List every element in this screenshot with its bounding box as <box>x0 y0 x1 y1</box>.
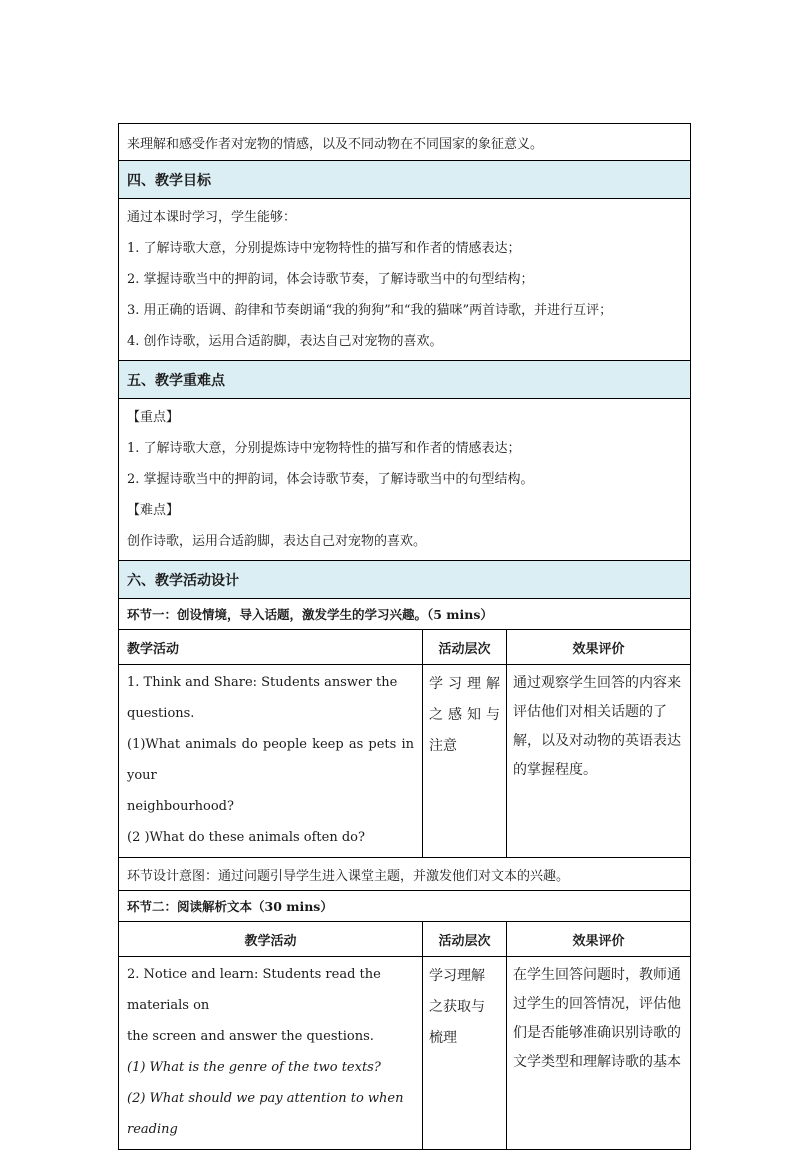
evaluation-text: 通过观察学生回答的内容来评估他们对相关话题的了解，以及对动物的英语表达的掌握程度。 <box>507 665 691 858</box>
header-level: 活动层次 <box>423 922 507 957</box>
section-title-key-points: 五、教学重难点 <box>119 361 691 399</box>
objective-item: 4. 创作诗歌，运用合适韵脚，表达自己对宠物的喜欢。 <box>127 334 443 349</box>
intro-row <box>119 124 691 161</box>
objective-item: 3. 用正确的语调、韵律和节奏朗诵“我的狗狗”和“我的猫咪”两首诗歌，并进行互评； <box>127 303 613 318</box>
objective-intro: 通过本课时学习，学生能够： <box>127 210 297 225</box>
link1-title: 环节一：创设情境，导入话题，激发学生的学习兴趣。（5 mins） <box>119 599 691 630</box>
objectives-row <box>119 199 691 361</box>
key-point-item: 1. 了解诗歌大意，分别提炼诗中宠物特性的描写和作者的情感表达； <box>127 441 521 456</box>
objective-item: 2. 掌握诗歌当中的押韵词，体会诗歌节奏，了解诗歌当中的句型结构； <box>127 272 534 287</box>
activity-question: (2) What should we pay attention to when reading <box>127 1091 404 1137</box>
header-activity: 教学活动 <box>119 630 423 665</box>
activity-line: neighbourhood? <box>127 799 234 814</box>
activity-line: 2. Notice and learn: Students read the materials on <box>127 967 381 1013</box>
level-line: 学习理解 <box>429 968 485 984</box>
level-line: 学习理解 <box>429 676 500 692</box>
activity-line: (1)What animals do people keep as pets in your <box>127 737 414 783</box>
evaluation-text: 在学生回答问题时，教师通过学生的回答情况，评估他们是否能够准确识别诗歌的文学类型和理解诗歌的基本 <box>507 957 691 1150</box>
header-evaluation: 效果评价 <box>507 630 691 665</box>
activity-line: (2 )What do these animals often do? <box>127 830 365 845</box>
link1-design-intent: 环节设计意图：通过问题引导学生进入课堂主题，并激发他们对文本的兴趣。 <box>119 858 691 891</box>
link1-activity-row <box>119 665 691 858</box>
header-activity: 教学活动 <box>119 922 423 957</box>
activity-question: (1) What is the genre of the two texts? <box>127 1060 381 1075</box>
lesson-plan-page <box>118 123 690 1150</box>
header-evaluation: 效果评价 <box>507 922 691 957</box>
link2-header-row <box>119 922 691 957</box>
difficulty-label: 【难点】 <box>127 503 180 518</box>
level-line: 之感知与 <box>429 707 500 723</box>
key-point-item: 2. 掌握诗歌当中的押韵词，体会诗歌节奏，了解诗歌当中的句型结构。 <box>127 472 534 487</box>
link2-title: 环节二：阅读解析文本（30 mins） <box>119 891 691 922</box>
section-title-activity-design: 六、教学活动设计 <box>119 561 691 599</box>
level-line: 梳理 <box>429 1030 457 1046</box>
activity-line: the screen and answer the questions. <box>127 1029 374 1044</box>
link2-activity-row <box>119 957 691 1150</box>
difficulty-item: 创作诗歌，运用合适韵脚，表达自己对宠物的喜欢。 <box>127 534 427 549</box>
header-level: 活动层次 <box>423 630 507 665</box>
intro-text: 来理解和感受作者对宠物的情感，以及不同动物在不同国家的象征意义。 <box>119 124 691 161</box>
link1-header-row <box>119 630 691 665</box>
objective-item: 1. 了解诗歌大意，分别提炼诗中宠物特性的描写和作者的情感表达； <box>127 241 521 256</box>
level-line: 注意 <box>429 738 457 754</box>
key-point-label: 【重点】 <box>127 410 180 425</box>
key-points-row <box>119 399 691 561</box>
section-title-objectives: 四、教学目标 <box>119 161 691 199</box>
lesson-plan-table <box>118 123 691 1150</box>
level-line: 之获取与 <box>429 999 485 1015</box>
activity-line: 1. Think and Share: Students answer the questions. <box>127 675 398 721</box>
